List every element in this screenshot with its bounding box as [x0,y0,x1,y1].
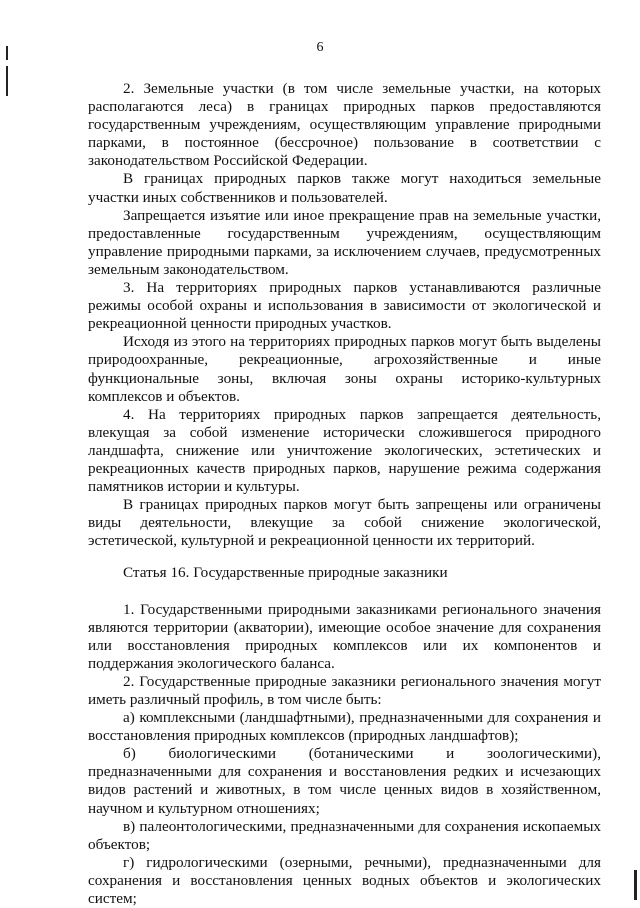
article-heading: Статья 16. Государственные природные заказники [123,564,448,582]
list-item: б) биологическими (ботаническими и зоологическими), предназначенными для сохранения и восстановления редких и исчезающих видов растений и животных, в том числе ценных видов в хозяйственном, научном и культурном отношениях; [88,745,601,817]
paragraph: Исходя из этого на территориях природных парков могут быть выделены природоохранные, рекреационные, агрохозяйственные и иные функциональные зоны, включая зоны охраны историко-культурных комплексов и объектов. [88,333,601,405]
paragraph: 2. Государственные природные заказники регионального значения могут иметь различный профиль, в том числе быть: [88,672,601,708]
document-body [88,80,601,908]
paragraph: В границах природных парков могут быть запрещены или ограничены виды деятельности, влекущие за собой снижение экологической, эстетической, культурной и рекреационной ценности их территорий. [88,496,601,550]
page-number: 6 [316,40,324,55]
list-item: г) гидрологическими (озерными, речными), предназначенными для сохранения и восстановления ценных водных объектов и экологических систем; [88,853,601,908]
paragraph: Запрещается изъятие или иное прекращение прав на земельные участки, предоставленные государственным учреждениям, осуществляющим управление природными парками, за исключением случаев, предусмотренных земельным законодательством. [88,206,601,278]
scan-artifact-left-bottom [6,66,8,96]
paragraph: В границах природных парков также могут находиться земельные участки иных собственников и пользователей. [88,170,601,206]
paragraph: 4. На территориях природных парков запрещается деятельность, влекущая за собой изменение исторически сложившегося природного ландшафта, снижение или уничтожение экологических, эстетических и рекреационных качеств природных парков, нарушение режима содержания памятников истории и культуры. [88,405,601,496]
list-item: а) комплексными (ландшафтными), предназначенными для сохранения и восстановления природных комплексов (природных ландшафтов); [88,709,601,745]
paragraph: 2. Земельные участки (в том числе земельные участки, на которых располагаются леса) в границах природных парков предоставляются государственным учреждениям, осуществляющим управление природными парками, в постоянное (бессрочное) пользование в соответствии с законодательством Российской Федерации. [88,80,601,170]
scan-artifact-right-edge [634,870,637,900]
paragraph: 3. На территориях природных парков устанавливаются различные режимы особой охраны и использования в зависимости от экологической и рекреационной ценности природных участков. [88,279,601,333]
list-item: в) палеонтологическими, предназначенными для сохранения ископаемых объектов; [88,817,601,853]
paragraph: 1. Государственными природными заказниками регионального значения являются территории (акватории), имеющие особое значение для сохранения или восстановления природных комплексов или их компонентов и поддержания экологического баланса. [88,600,601,672]
